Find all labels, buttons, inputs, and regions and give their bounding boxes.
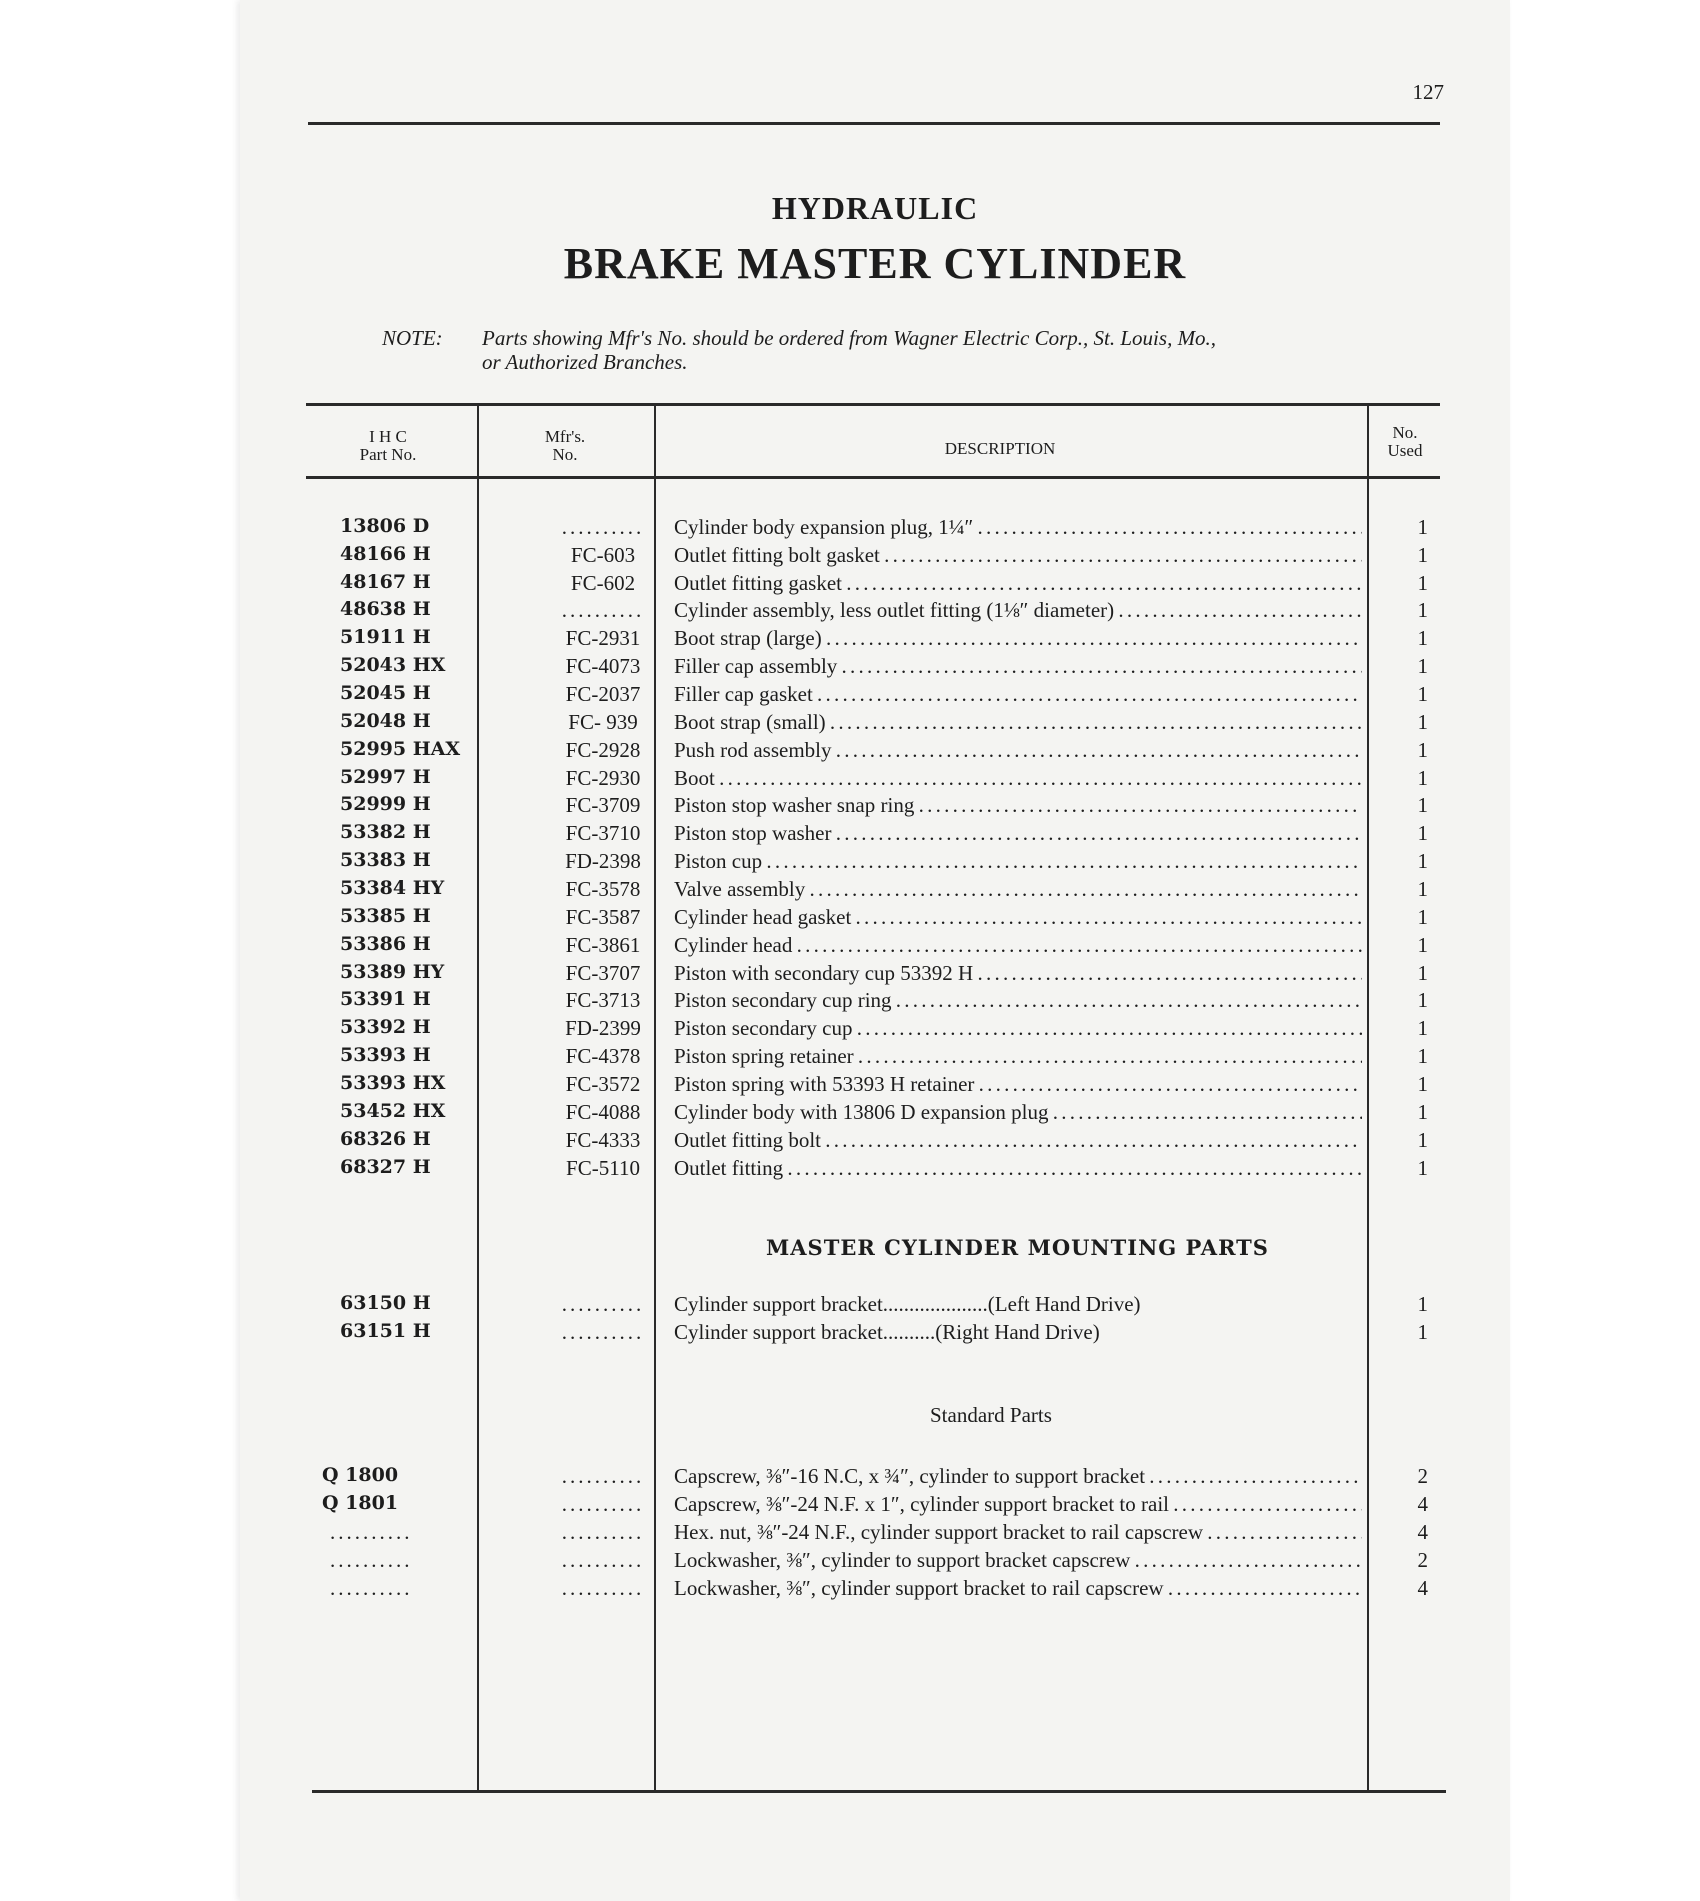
quantity-used: 1 — [1417, 1072, 1428, 1096]
quantity-used: 1 — [1417, 905, 1428, 929]
mfr-number: FC-602 — [570, 571, 636, 595]
part-description: Valve assembly . . . — [674, 877, 1362, 902]
part-number: Q 1800 — [322, 1464, 399, 1486]
quantity-used: 4 — [1417, 1520, 1428, 1544]
part-description: Cylinder head gasket . . . — [674, 905, 1362, 930]
mfr-number: FC-2931 — [565, 626, 641, 650]
table-row — [300, 1464, 1440, 1492]
quantity-used: 1 — [1417, 738, 1428, 762]
part-number: 53391 H — [340, 988, 431, 1010]
mfr-number: FD-2399 — [565, 1016, 641, 1040]
table-row — [300, 543, 1440, 571]
part-number: 53393 HX — [340, 1072, 446, 1094]
part-description: Outlet fitting bolt gasket . . . — [674, 543, 1362, 568]
quantity-used: 1 — [1417, 571, 1428, 595]
part-description: Piston secondary cup . . . — [674, 1016, 1362, 1041]
part-description: Capscrew, ⅜″-16 N.C, x ¾″, cylinder to support bracket . . . — [674, 1464, 1362, 1489]
table-bottom-rule — [312, 1790, 1446, 1793]
part-number: 63150 H — [340, 1292, 431, 1314]
quantity-used: 1 — [1417, 598, 1428, 622]
page-number: 127 — [1412, 80, 1444, 104]
header-ihc-part-no: I H C Part No. — [359, 427, 417, 464]
quantity-used: 1 — [1417, 654, 1428, 678]
part-number: 48166 H — [340, 543, 431, 565]
table-row — [300, 1520, 1440, 1548]
part-number: 48167 H — [340, 571, 431, 593]
mfr-number: FC-5110 — [566, 1156, 640, 1180]
mfr-number: .......... — [561, 515, 645, 539]
mfr-number: FC- 939 — [568, 710, 638, 734]
quantity-used: 4 — [1417, 1576, 1428, 1600]
part-description: Capscrew, ⅜″-24 N.F. x 1″, cylinder support bracket to rail . . . — [674, 1492, 1362, 1517]
part-description: Cylinder assembly, less outlet fitting (1⅛″ diameter) . . . — [674, 598, 1362, 623]
part-description: Piston spring retainer . . . — [674, 1044, 1362, 1069]
quantity-used: 1 — [1417, 961, 1428, 985]
part-number: 52043 HX — [340, 654, 446, 676]
quantity-used: 1 — [1417, 543, 1428, 567]
table-row — [300, 682, 1440, 710]
table-row — [300, 1156, 1440, 1184]
table-row — [300, 1292, 1440, 1320]
part-number: 52995 HAX — [340, 738, 461, 760]
part-number: 53383 H — [340, 849, 431, 871]
mfr-number: FD-2398 — [565, 849, 641, 873]
table-row — [300, 1100, 1440, 1128]
mfr-number: FC-2928 — [565, 738, 641, 762]
quantity-used: 1 — [1417, 1292, 1428, 1316]
table-row — [300, 1548, 1440, 1576]
table-row — [300, 905, 1440, 933]
note-label: NOTE: — [382, 326, 443, 350]
part-number: .......... — [330, 1548, 413, 1572]
table-row — [300, 598, 1440, 626]
part-description: Outlet fitting . . . — [674, 1156, 1362, 1181]
part-number: 53389 HY — [340, 961, 445, 983]
mounting-parts-heading: MASTER CYLINDER MOUNTING PARTS — [766, 1235, 1269, 1260]
part-description: Cylinder head . . . — [674, 933, 1362, 958]
part-number: 68327 H — [340, 1156, 431, 1178]
table-row — [300, 1072, 1440, 1100]
mfr-number: FC-2930 — [565, 766, 641, 790]
mfr-number: FC-3707 — [565, 961, 641, 985]
table-row — [300, 988, 1440, 1016]
part-number: .......... — [330, 1576, 413, 1600]
part-number: 53385 H — [340, 905, 431, 927]
part-description: Boot strap (large) . . . — [674, 626, 1362, 651]
table-row — [300, 654, 1440, 682]
mfr-number: FC-3572 — [565, 1072, 641, 1096]
table-row — [300, 1576, 1440, 1604]
table-row — [300, 1320, 1440, 1348]
mfr-number: FC-4073 — [565, 654, 641, 678]
header-description: DESCRIPTION — [944, 439, 1056, 458]
part-number: 68326 H — [340, 1128, 431, 1150]
table-row — [300, 766, 1440, 794]
part-description: Piston spring with 53393 H retainer . . . — [674, 1072, 1362, 1097]
quantity-used: 1 — [1417, 1044, 1428, 1068]
part-number: 63151 H — [340, 1320, 431, 1342]
top-rule — [308, 122, 1440, 125]
part-description: Cylinder support bracket..........(Right Hand Drive) — [674, 1320, 1100, 1344]
part-number: 53393 H — [340, 1044, 431, 1066]
part-description: Hex. nut, ⅜″-24 N.F., cylinder support bracket to rail capscrew . . . — [674, 1520, 1362, 1545]
part-description: Boot . . . — [674, 766, 1362, 791]
table-row — [300, 710, 1440, 738]
quantity-used: 1 — [1417, 988, 1428, 1012]
mfr-number: FC-3709 — [565, 793, 641, 817]
part-description: Outlet fitting gasket . . . — [674, 571, 1362, 596]
table-row — [300, 961, 1440, 989]
part-description: Piston cup . . . — [674, 849, 1362, 874]
part-description: Cylinder body with 13806 D expansion plug . . . — [674, 1100, 1362, 1125]
quantity-used: 1 — [1417, 766, 1428, 790]
part-number: 53452 HX — [340, 1100, 446, 1122]
part-number: 53386 H — [340, 933, 431, 955]
quantity-used: 2 — [1417, 1548, 1428, 1572]
table-row — [300, 1044, 1440, 1072]
quantity-used: 1 — [1417, 793, 1428, 817]
mfr-number: FC-3713 — [565, 988, 641, 1012]
quantity-used: 1 — [1417, 933, 1428, 957]
quantity-used: 1 — [1417, 1128, 1428, 1152]
part-number: 53382 H — [340, 821, 431, 843]
mfr-number: .......... — [561, 1320, 645, 1344]
part-number: Q 1801 — [322, 1492, 399, 1514]
mfr-number: FC-4378 — [565, 1044, 641, 1068]
quantity-used: 1 — [1417, 849, 1428, 873]
quantity-used: 1 — [1417, 1156, 1428, 1180]
part-description: Piston stop washer snap ring . . . — [674, 793, 1362, 818]
quantity-used: 1 — [1417, 877, 1428, 901]
note-line-2: or Authorized Branches. — [482, 350, 688, 374]
table-row — [300, 1492, 1440, 1520]
mfr-number: FC-3861 — [565, 933, 641, 957]
part-number: 48638 H — [340, 598, 431, 620]
part-number: 53392 H — [340, 1016, 431, 1038]
part-description: Push rod assembly . . . — [674, 738, 1362, 763]
mfr-number: FC-4333 — [565, 1128, 641, 1152]
quantity-used: 1 — [1417, 710, 1428, 734]
quantity-used: 1 — [1417, 682, 1428, 706]
note-line-1: Parts showing Mfr's No. should be ordered from Wagner Electric Corp., St. Louis, Mo., — [482, 326, 1217, 350]
header-mfr-no: Mfr's. No. — [544, 427, 586, 464]
mfr-number: .......... — [561, 1292, 645, 1316]
header-no-used: No. Used — [1387, 423, 1423, 460]
quantity-used: 1 — [1417, 515, 1428, 539]
part-description: Piston stop washer . . . — [674, 821, 1362, 846]
part-number: 52999 H — [340, 793, 431, 815]
table-row — [300, 1016, 1440, 1044]
part-number: 51911 H — [340, 626, 431, 648]
mfr-number: FC-4088 — [565, 1100, 641, 1124]
table-row — [300, 738, 1440, 766]
table-row — [300, 571, 1440, 599]
quantity-used: 1 — [1417, 626, 1428, 650]
part-description: Boot strap (small) . . . — [674, 710, 1362, 735]
quantity-used: 1 — [1417, 1320, 1428, 1344]
part-description: Lockwasher, ⅜″, cylinder support bracket to rail capscrew . . . — [674, 1576, 1362, 1601]
part-number: 52048 H — [340, 710, 431, 732]
title-line1: HYDRAULIC — [771, 190, 979, 226]
quantity-used: 1 — [1417, 821, 1428, 845]
table-row — [300, 933, 1440, 961]
part-description: Cylinder body expansion plug, 1¼″ . . . — [674, 515, 1362, 540]
mfr-number: .......... — [561, 1520, 645, 1544]
table-row — [300, 515, 1440, 543]
part-description: Filler cap assembly . . . — [674, 654, 1362, 679]
quantity-used: 1 — [1417, 1100, 1428, 1124]
part-description: Piston secondary cup ring . . . — [674, 988, 1362, 1013]
table-row — [300, 626, 1440, 654]
mfr-number: .......... — [561, 1492, 645, 1516]
mfr-number: FC-603 — [570, 543, 636, 567]
mfr-number: .......... — [561, 1576, 645, 1600]
table-row — [300, 1128, 1440, 1156]
table-row — [300, 877, 1440, 905]
part-number: 13806 D — [340, 515, 430, 537]
part-number: .......... — [330, 1520, 413, 1544]
table-row — [300, 793, 1440, 821]
part-description: Cylinder support bracket....................(Left Hand Drive) — [674, 1292, 1141, 1316]
mfr-number: FC-2037 — [565, 682, 641, 706]
mfr-number: .......... — [561, 598, 645, 622]
part-description: Piston with secondary cup 53392 H . . . — [674, 961, 1362, 986]
part-description: Outlet fitting bolt . . . — [674, 1128, 1362, 1153]
mfr-number: .......... — [561, 1548, 645, 1572]
mfr-number: FC-3587 — [565, 905, 641, 929]
mfr-number: FC-3578 — [565, 877, 641, 901]
quantity-used: 2 — [1417, 1464, 1428, 1488]
part-description: Filler cap gasket . . . — [674, 682, 1362, 707]
table-row — [300, 849, 1440, 877]
quantity-used: 1 — [1417, 1016, 1428, 1040]
part-number: 53384 HY — [340, 877, 445, 899]
part-number: 52997 H — [340, 766, 431, 788]
part-description: Lockwasher, ⅜″, cylinder to support bracket capscrew . . . — [674, 1548, 1362, 1573]
standard-parts-heading: Standard Parts — [930, 1403, 1052, 1427]
page-title: BRAKE MASTER CYLINDER — [563, 239, 1187, 288]
part-number: 52045 H — [340, 682, 431, 704]
mfr-number: FC-3710 — [565, 821, 641, 845]
table-row — [300, 821, 1440, 849]
mfr-number: .......... — [561, 1464, 645, 1488]
note-text — [482, 326, 1382, 374]
quantity-used: 4 — [1417, 1492, 1428, 1516]
